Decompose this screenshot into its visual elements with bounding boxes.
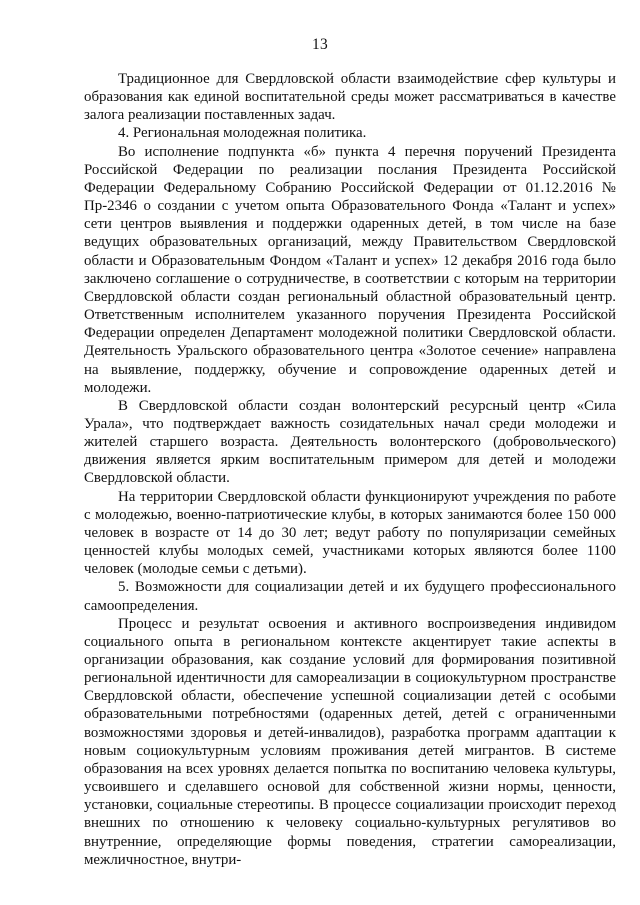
paragraph-presidential-order: Во исполнение подпункта «б» пункта 4 перечня поручений Президента Российской Федерации по реализации послания Президента Российской Федерации Федеральному Собранию Российской Федерации от 01.12.2016 № Пр-2346 о создании с учетом опыта Образовательного Фонда «Талант и успех» сети центров выявления и поддержки одаренных детей, в том числе на базе ведущих образовательных организаций, между Правительством Свердловской области и Образовательным Фондом «Талант и успех» 12 декабря 2016 года было заключено соглашение о сотрудничестве, в соответствии с которым на территории Свердловской области создан региональный областной образовательный центр. Ответственным исполнителем указанного поручения Президента Российской Федерации определен Департамент молодежной политики Свердловской области. Деятельность Уральского образовательного центра «Золотое сечение» направлена на выявление, поддержку, обучение и сопровождение одаренных детей и молодежи. (84, 143, 616, 396)
paragraph-volunteer-center: В Свердловской области создан волонтерский ресурсный центр «Сила Урала», что подтверждает важность созидательных начал среди молодежи и жителей старшего возраста. Деятельность волонтерского (добровольческого) движения является ярким воспитательным примером для детей и молодежи Свердловской области. (84, 397, 616, 487)
document-body (84, 70, 616, 869)
section-heading-socialization: 5. Возможности для социализации детей и их будущего профессионального самоопределения. (84, 579, 616, 614)
page-number: 13 (311, 36, 329, 53)
section-heading-youth-policy: 4. Региональная молодежная политика. (118, 125, 367, 142)
paragraph-socialization-process: Процесс и результат освоения и активного воспроизведения индивидом социального опыта в региональном контексте акцентирует такие аспекты в организации образования, как создание условий для формирования позитивной региональной идентичности для самореализации в социокультурном пространстве Свердловской области, обеспечение успешной социализации детей с особыми образовательными потребностями (одаренных детей, детей с ограниченными возможностями здоровья и детей-инвалидов), разработка программ адаптации к новым социокультурным условиям проживания детей мигрантов. В системе образования на всех уровнях делается попытка по воспитанию человека культуры, усвоившего и сделавшего основой для собственной жизни нормы, ценности, установки, социальные стереотипы. В процессе социализации происходит переход внешних по отношению к человеку социально-культурных регулятивов во внутренние, определяющие формы поведения, стратегии самореализации, межличностное, внутри- (84, 615, 616, 868)
paragraph-youth-institutions: На территории Свердловской области функционируют учреждения по работе с молодежью, военно-патриотические клубы, в которых занимаются более 150 000 человек в возрасте от 14 до 30 лет; ведут работу по популяризации семейных ценностей клубы молодых семей, участниками которых являются более 1100 человек (молодые семьи с детьми). (84, 488, 616, 578)
paragraph-culture-education: Традиционное для Свердловской области взаимодействие сфер культуры и образования как единой воспитательной среды может рассматриваться в качестве залога реализации поставленных задач. (84, 71, 616, 124)
